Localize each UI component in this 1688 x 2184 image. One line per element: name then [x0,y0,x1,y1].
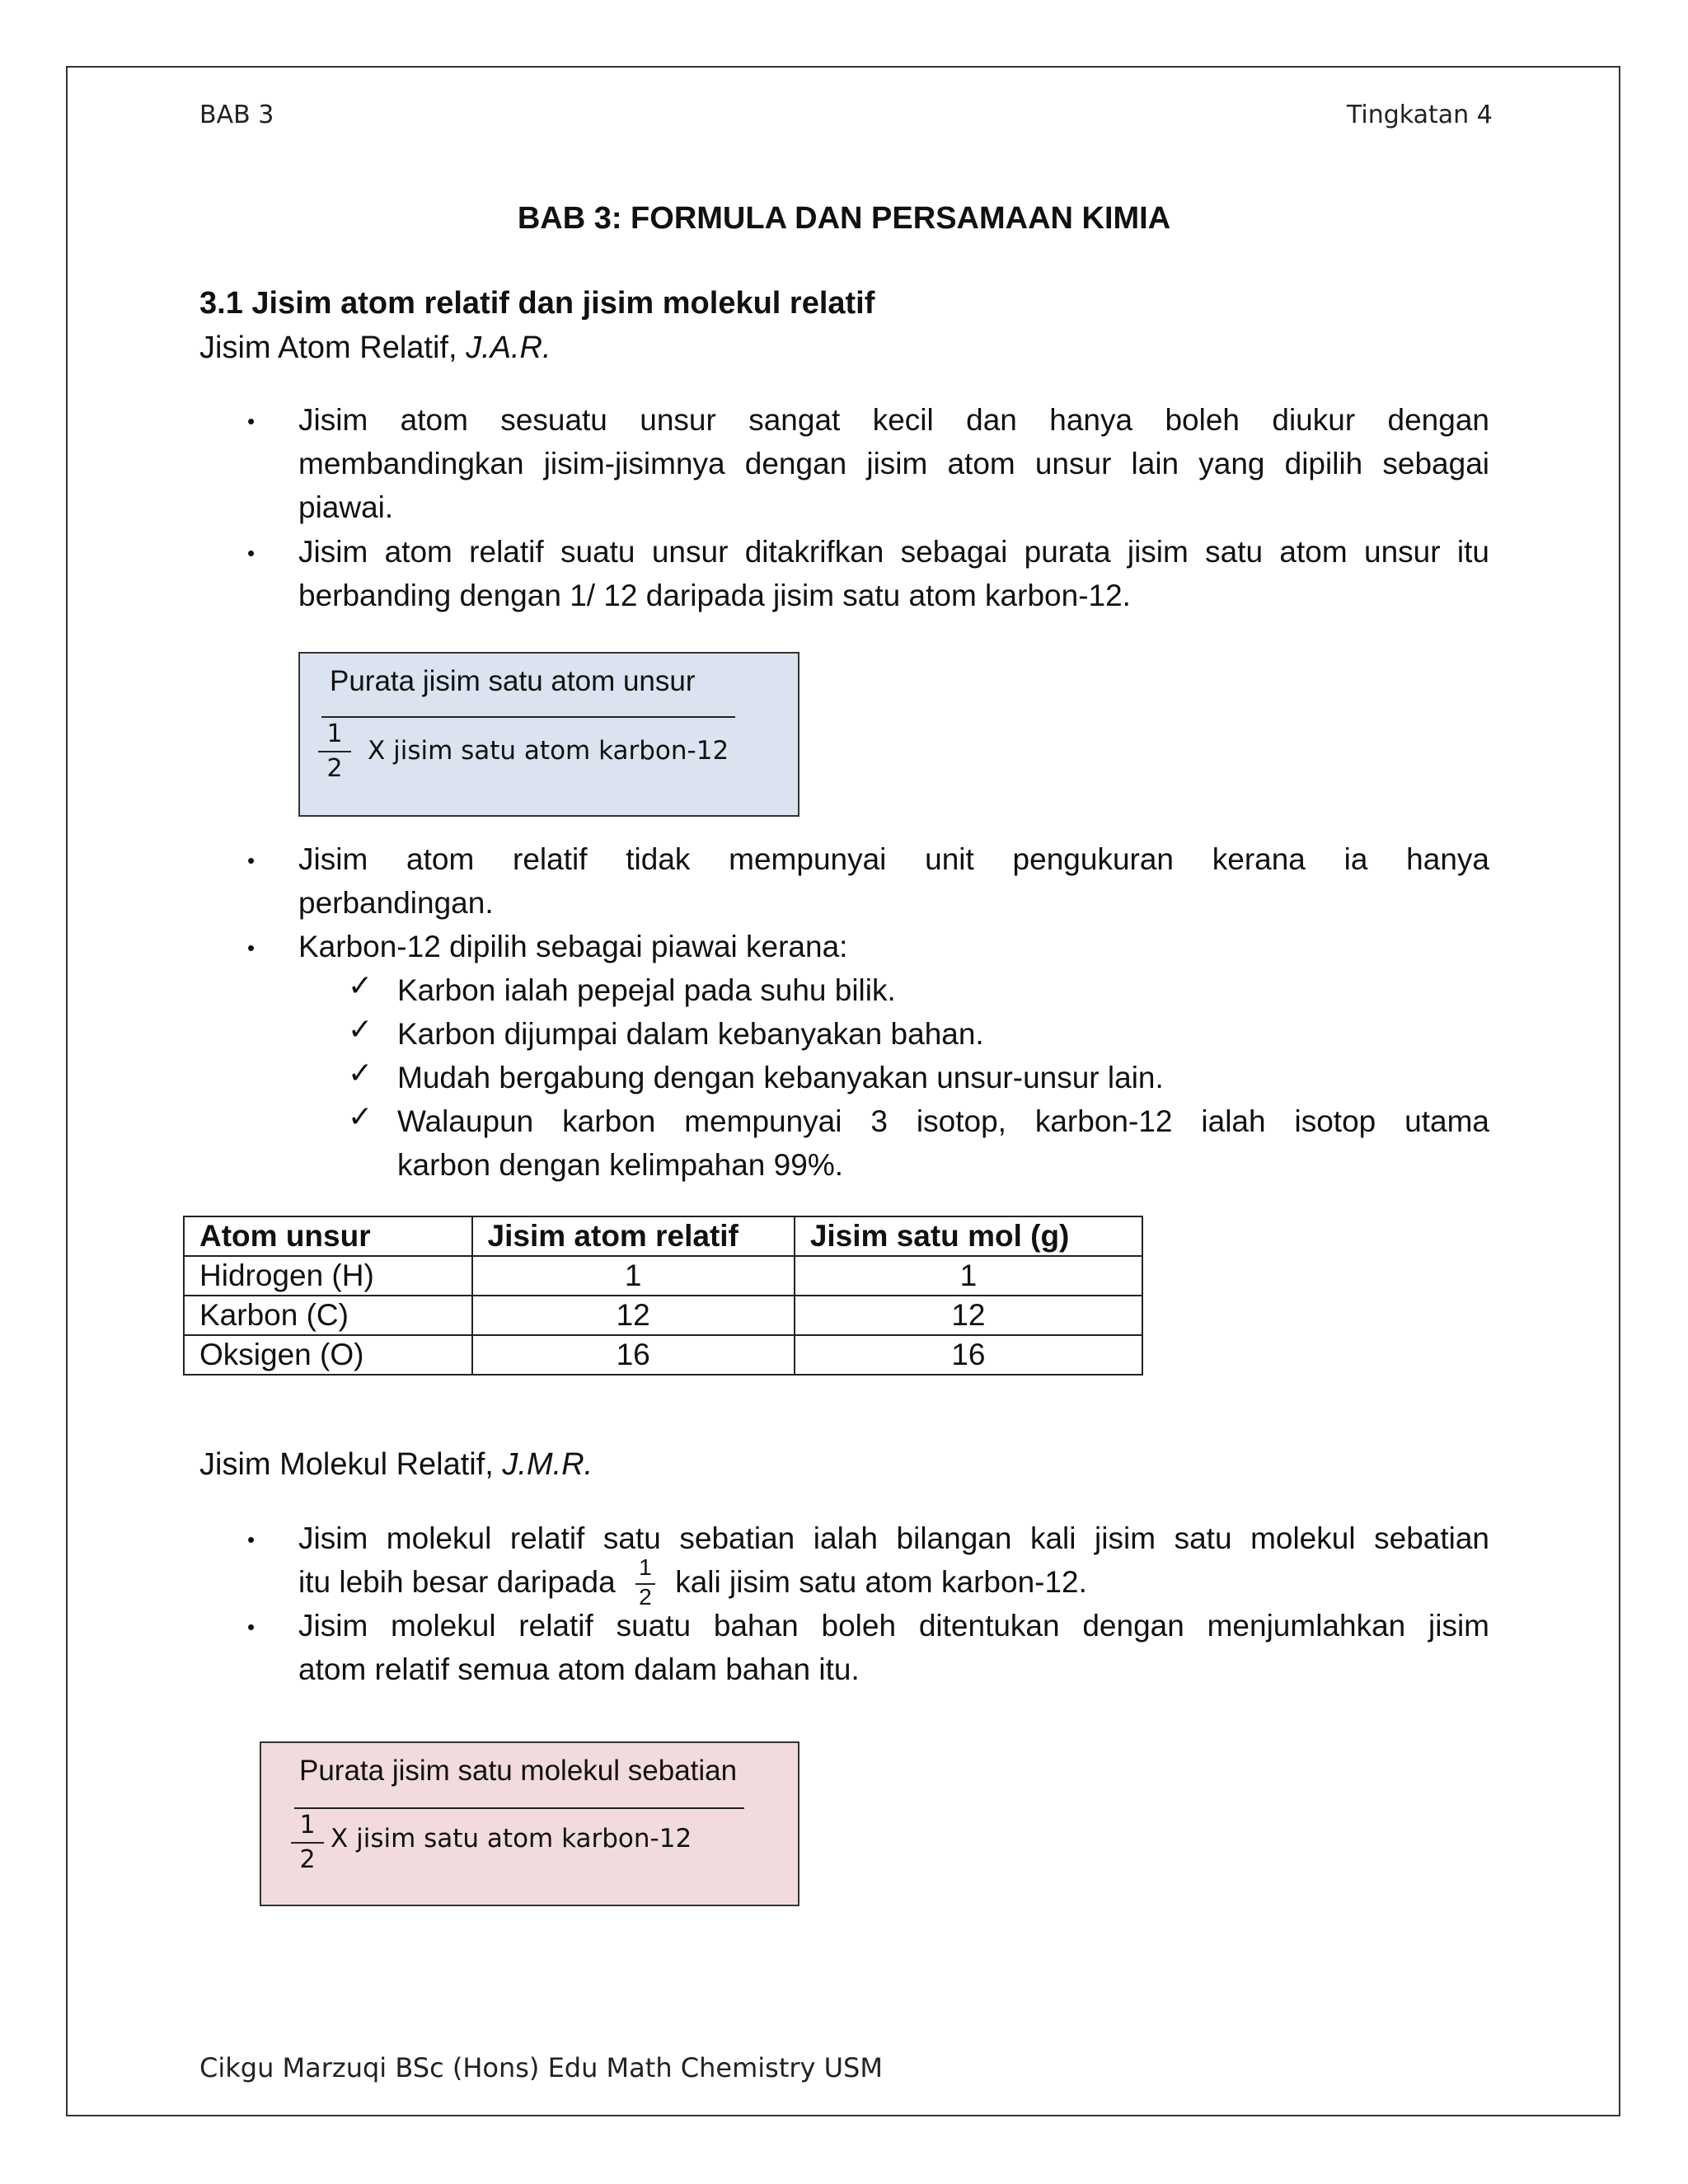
text-line: piawai. [298,490,394,524]
text-line-with-fraction [298,1554,1489,1610]
text-segment: kali jisim satu atom karbon-12. [675,1565,1087,1599]
jar-subheading [199,330,551,366]
fraction-numerator: 1 [326,719,343,748]
fraction-bar [318,751,351,752]
fraction-numerator: 1 [299,1811,316,1840]
table-cell: Karbon (C) [184,1296,472,1335]
jar-label: Jisim Atom Relatif, [199,330,467,365]
check-icon: ✓ [348,1056,373,1090]
jmr-bullet-2 [298,1604,1489,1691]
jmr-bullet-1 [298,1516,1489,1610]
check-icon: ✓ [348,968,373,1002]
table-header-row [184,1216,1142,1256]
table-cell: 12 [795,1296,1142,1335]
fraction-line [294,1807,744,1809]
reason-3: Mudah bergabung dengan kebanyakan unsur-unsur lain. [397,1061,1164,1094]
formula-denominator: X jisim satu atom karbon-12 [368,736,729,766]
table-cell: Oksigen (O) [184,1335,472,1375]
table-cell: Hidrogen (H) [184,1256,472,1296]
jar-bullet-1 [298,398,1489,529]
reason-1: Karbon ialah pepejal pada suhu bilik. [397,973,896,1007]
text-line: Jisim atom sesuatu unsur sangat kecil dan hanya boleh diukur dengan [298,403,1489,437]
table-cell: 16 [795,1335,1142,1375]
bullet-icon: • [247,935,256,960]
table-cell: 1 [795,1256,1142,1296]
header-chapter: BAB 3 [199,101,274,129]
header-form: Tingkatan 4 [1347,101,1493,129]
text-line: Jisim molekul relatif satu sebatian ialah bilangan kali jisim satu molekul sebatian [298,1521,1489,1555]
reason-2: Karbon dijumpai dalam kebanyakan bahan. [397,1017,984,1051]
page-title: BAB 3: FORMULA DAN PERSAMAAN KIMIA [517,201,1171,236]
jmr-label: Jisim Molekul Relatif, [199,1447,503,1482]
jar-bullet-4: Karbon-12 dipilih sebagai piawai kerana: [298,930,848,963]
text-line: Jisim molekul relatif suatu bahan boleh ditentukan dengan menjumlahkan jisim [298,1609,1489,1643]
fraction-denominator: 2 [326,754,343,783]
formula-numerator: Purata jisim satu molekul sebatian [299,1755,738,1787]
inline-fraction [624,1554,667,1610]
table-row [184,1256,1142,1296]
jmr-abbr: J.M.R. [502,1447,593,1482]
check-icon: ✓ [348,1099,373,1133]
text-line: Jisim atom relatif tidak mempunyai unit pengukuran kerana ia hanya [298,842,1489,876]
fraction-denominator: 2 [299,1845,316,1874]
bullet-icon: • [247,541,256,565]
text-line: karbon dengan kelimpahan 99%. [397,1148,843,1182]
fraction-bar [291,1842,324,1844]
formula-numerator: Purata jisim satu atom unsur [330,665,696,697]
table-header: Atom unsur [184,1216,472,1256]
footer-author: Cikgu Marzuqi BSc (Hons) Edu Math Chemistry USM [199,2052,883,2083]
formula-denominator: X jisim satu atom karbon-12 [331,1824,692,1854]
text-line: berbanding dengan 1/ 12 daripada jisim satu atom karbon-12. [298,579,1131,612]
table-cell: 1 [472,1256,795,1296]
jmr-subheading [199,1447,593,1483]
text-line: membandingkan jisim-jisimnya dengan jisim atom unsur lain yang dipilih sebagai [298,447,1489,480]
table-header: Jisim atom relatif [472,1216,795,1256]
text-segment: itu lebih besar daripada [298,1565,616,1599]
jar-formula-box [298,652,799,817]
text-line: Jisim atom relatif suatu unsur ditakrifkan sebagai purata jisim satu atom unsur itu [298,535,1489,569]
jar-bullet-3 [298,837,1489,925]
atomic-mass-table [183,1216,1143,1376]
table-cell: 16 [472,1335,795,1375]
bullet-icon: • [247,409,256,434]
check-icon: ✓ [348,1012,373,1046]
jar-bullet-2 [298,530,1489,617]
jar-abbr: J.A.R. [466,330,551,365]
fraction-numerator: 1 [639,1554,652,1580]
jmr-formula-box [260,1741,799,1906]
bullet-icon: • [247,1527,256,1552]
text-line: atom relatif semua atom dalam bahan itu. [298,1652,860,1686]
table-header: Jisim satu mol (g) [795,1216,1142,1256]
bullet-icon: • [247,848,256,873]
table-cell: 12 [472,1296,795,1335]
fraction-denominator: 2 [639,1584,652,1610]
table-row [184,1335,1142,1375]
text-line: Walaupun karbon mempunyai 3 isotop, karbon-12 ialah isotop utama [397,1104,1489,1138]
bullet-icon: • [247,1615,256,1639]
section-heading: 3.1 Jisim atom relatif dan jisim molekul relatif [199,286,875,321]
reason-4 [397,1099,1489,1187]
table-row [184,1296,1142,1335]
fraction-line [321,716,735,718]
text-line: perbandingan. [298,886,494,920]
